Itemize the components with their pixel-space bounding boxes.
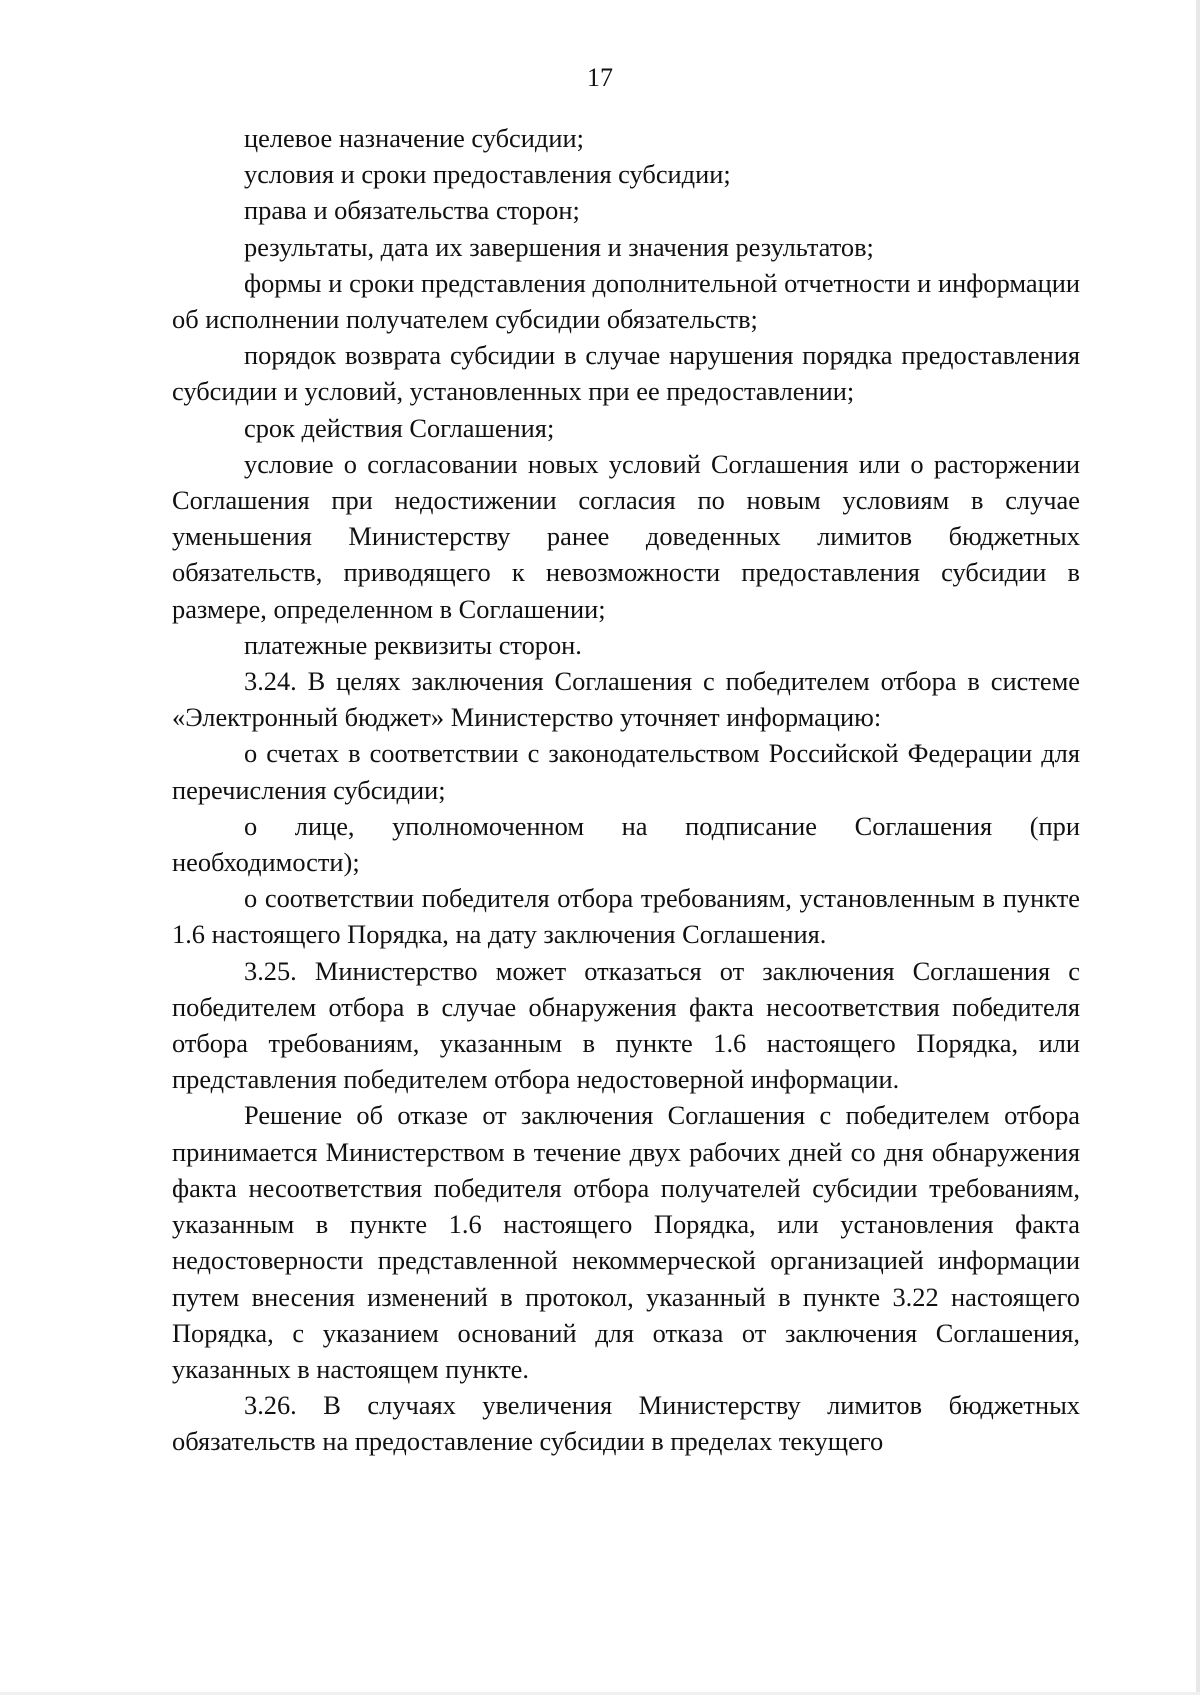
paragraph-conditions-terms: условия и сроки предоставления субсидии; (244, 159, 731, 190)
scan-edge (1196, 0, 1200, 1695)
paragraph-reporting-forms: формы и сроки представления дополнительной отчетности и информации об исполнении получателем субсидии обязательств; (172, 267, 1080, 335)
paragraph-3-24: 3.24. В целях заключения Соглашения с победителем отбора в системе «Электронный бюджет» Министерство уточняет информацию: (172, 666, 1080, 733)
paragraph-3-25: 3.25. Министерство может отказаться от заключения Соглашения с победителем отбора в случае обнаружения факта несоответствия победителя отбора требованиям, указанным в пункте 1.6 настоящего Порядка, или представления победителем отбора недостоверной информации. (172, 955, 1080, 1095)
document-body (172, 120, 1080, 1460)
paragraph-3-26: 3.26. В случаях увеличения Министерству лимитов бюджетных обязательств на предоставление субсидии в пределах текущего (172, 1390, 1080, 1457)
paragraph-compliance: о соответствии победителя отбора требованиям, установленным в пункте 1.6 настоящего Порядка, на дату заключения Соглашения. (172, 883, 1080, 950)
paragraph-agreement-term: срок действия Соглашения; (244, 412, 555, 443)
paragraph-authorized-person: о лице, уполномоченном на подписание Соглашения (при необходимости); (172, 810, 1080, 878)
paragraph-accounts: о счетах в соответствии с законодательством Российской Федерации для перечисления субсидии; (172, 738, 1080, 805)
paragraph-results: результаты, дата их завершения и значения результатов; (244, 231, 874, 262)
paragraph-rights-obligations: права и обязательства сторон; (244, 195, 580, 226)
paragraph-purpose: целевое назначение субсидии; (244, 123, 584, 153)
page-number: 17 (587, 63, 613, 92)
paragraph-payment-details: платежные реквизиты сторон. (244, 629, 582, 660)
paragraph-refusal-decision: Решение об отказе от заключения Соглашения с победителем отбора принимается Министерством в течение двух рабочих дней со дня обнаружения факта несоответствия победителя отбора получателей субсидии требованиям, указанным в пункте 1.6 настоящего Порядка, или установления факта недостоверности представленной некоммерческой организацией информации путем внесения изменений в протокол, указанный в пункте 3.22 настоящего Порядка, с указанием оснований для отказа от заключения Соглашения, указанных в настоящем пункте. (172, 1100, 1080, 1384)
paragraph-return-procedure: порядок возврата субсидии в случае нарушения порядка предоставления субсидии и условий, установленных при ее предоставлении; (172, 340, 1080, 407)
paragraph-new-conditions: условие о согласовании новых условий Соглашения или о расторжении Соглашения при недостижении согласия по новым условиям в случае уменьшения Министерству ранее доведенных лимитов бюджетных обязательств, приводящего к невозможности предоставления субсидии в размере, определенном в Соглашении; (172, 448, 1080, 624)
